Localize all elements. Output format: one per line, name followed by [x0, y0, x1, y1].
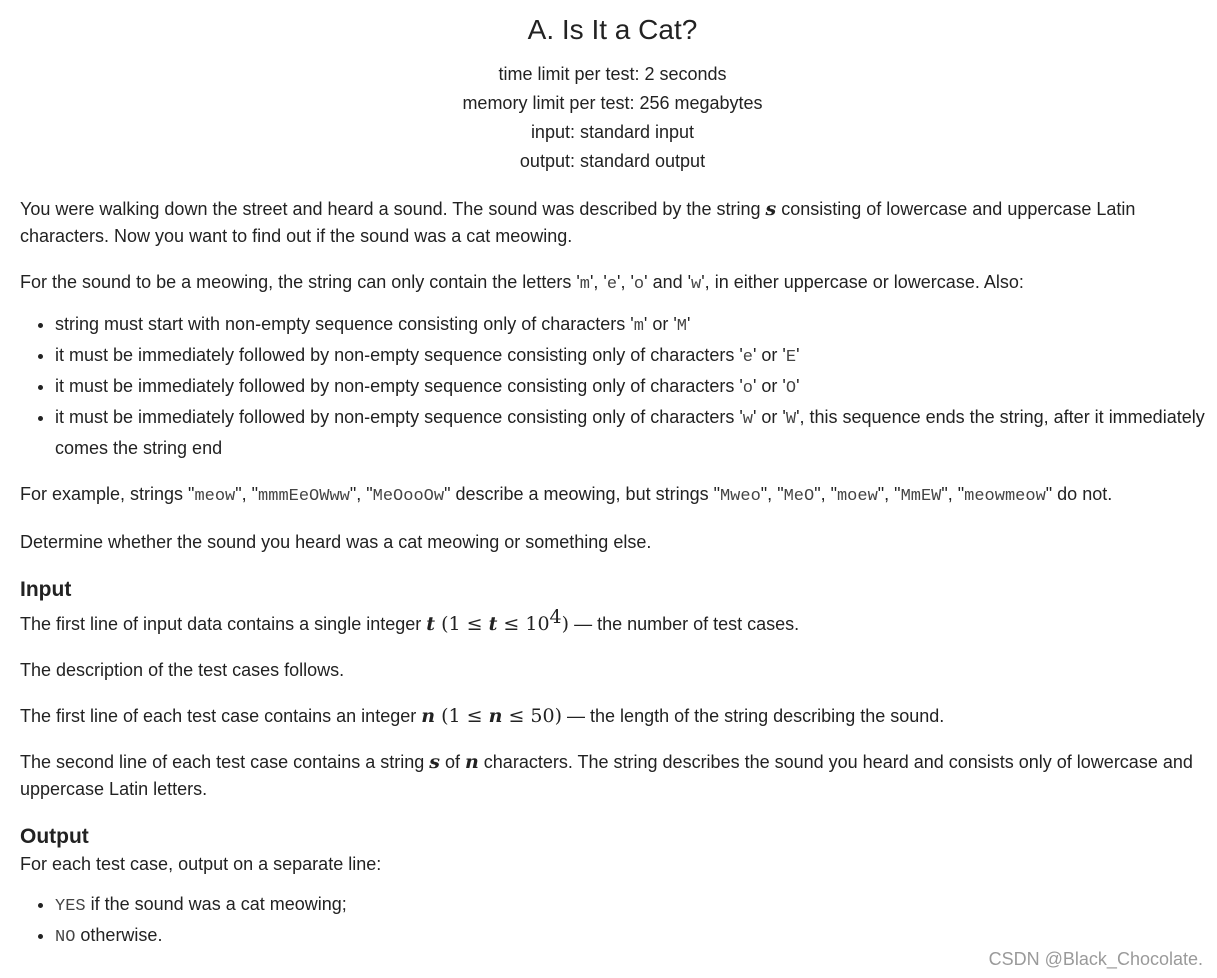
input-paragraph-4: The second line of each test case contains a string s of n characters. The string describes the sound you heard and consists only of lowercase and uppercase Latin letters. [20, 751, 1193, 799]
input-heading: Input [20, 578, 72, 601]
list-item: • it must be immediately followed by non-empty sequence consisting only of characters 'w' or 'W', this sequence ends the string, after it immediately comes the string end [55, 403, 1205, 463]
list-item: • it must be immediately followed by non-empty sequence consisting only of characters 'o' or 'O' [55, 372, 1205, 403]
input-paragraph-2: The description of the test cases follows. [20, 660, 345, 680]
examples-paragraph: For example, strings "meow", "mmmEeOWww", "MeOooOw" describe a meowing, but strings "Mweo", "MeO", "moew", "MmEW", "meowmeow" do not. [20, 484, 1113, 506]
list-item: • string must start with non-empty sequence consisting only of characters 'm' or 'M' [55, 310, 1205, 341]
csdn-watermark: CSDN @Black_Chocolate. [988, 949, 1203, 969]
time-limit: time limit per test: 2 seconds [498, 64, 727, 84]
legend-paragraph-1: You were walking down the street and heard a sound. The sound was described by the string s consisting of lowercase and uppercase Latin characters. Now you want to find out if the sound was a cat meowing. [20, 198, 1136, 246]
memory-limit: memory limit per test: 256 megabytes [462, 93, 763, 113]
input-spec: input: standard input [530, 122, 695, 142]
output-heading: Output [20, 825, 89, 848]
legend-paragraph-4: Determine whether the sound you heard was a cat meowing or something else. [20, 532, 652, 552]
output-list [20, 890, 1205, 952]
limits-block [20, 60, 1205, 176]
input-paragraph-1: The first line of input data contains a single integer t $(1 \le t \le 10^4)$ — the number of test cases. [20, 606, 800, 635]
list-item: • NO otherwise. [55, 921, 1205, 952]
problem-title: A. Is It a Cat? [527, 14, 698, 45]
problem-statement [20, 0, 1205, 952]
input-paragraph-3: The first line of each test case contains an integer n (1 ≤ n ≤ 50) — the length of the string describing the sound. [20, 705, 945, 727]
list-item: • it must be immediately followed by non-empty sequence consisting only of characters 'e' or 'E' [55, 341, 1205, 372]
legend-paragraph-2: For the sound to be a meowing, the string can only contain the letters 'm', 'e', 'o' and 'w', in either uppercase or lowercase. Also: [20, 272, 1024, 294]
list-item: • YES if the sound was a cat meowing; [55, 890, 1205, 921]
rules-list [20, 310, 1205, 463]
output-paragraph-1: For each test case, output on a separate line: [20, 854, 382, 874]
output-spec: output: standard output [519, 151, 706, 171]
